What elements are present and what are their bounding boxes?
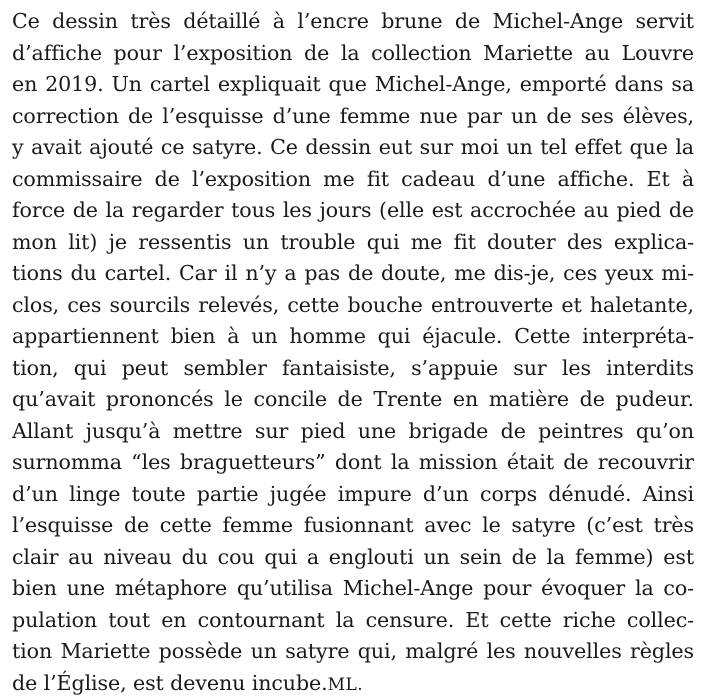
text-line-5: y avait ajouté ce satyre. Ce dessin eut sur moi un tel effet que la [12, 132, 694, 164]
text-line-13: qu’avait prononcés le concile de Trente en matière de pudeur. [12, 384, 694, 416]
text-line-1: Ce dessin très détaillé à l’encre brune de Michel-Ange servit [12, 6, 694, 38]
text-line-8: mon lit) je ressentis un trouble qui me fit douter des explica- [12, 227, 694, 259]
text-line-20: pulation tout en contournant la censure. Et cette riche collec- [12, 605, 694, 637]
text-line-14: Allant jusqu’à mettre sur pied une brigade de peintres qu’on [12, 416, 694, 448]
text-line-11: appartiennent bien à un homme qui éjacule. Cette interpréta- [12, 321, 694, 353]
author-signature: ML. [328, 675, 364, 695]
text-line-16: d’un linge toute partie jugée impure d’un corps dénudé. Ainsi [12, 479, 694, 511]
text-line-15: surnomma “les braguetteurs” dont la mission était de recouvrir [12, 447, 694, 479]
text-line-10: clos, ces sourcils relevés, cette bouche entrouverte et haletante, [12, 290, 694, 322]
text-line-6: commissaire de l’exposition me fit cadeau d’une affiche. Et à [12, 164, 694, 196]
text-line-17: l’esquisse de cette femme fusionnant avec le satyre (c’est très [12, 510, 694, 542]
text-line-2: d’affiche pour l’exposition de la collection Mariette au Louvre [12, 38, 694, 70]
text-line-22 [12, 668, 694, 699]
final-text: de l’Église, est devenu incube. [12, 671, 328, 695]
text-line-19: bien une métaphore qu’utilisa Michel-Ange pour évoquer la co- [12, 573, 694, 605]
article-body [12, 6, 694, 699]
text-line-3: en 2019. Un cartel expliquait que Michel-Ange, emporté dans sa [12, 69, 694, 101]
text-line-12: tion, qui peut sembler fantaisiste, s’appuie sur les interdits [12, 353, 694, 385]
text-line-21: tion Mariette possède un satyre qui, malgré les nouvelles règles [12, 636, 694, 668]
text-line-9: tions du cartel. Car il n’y a pas de doute, me dis-je, ces yeux mi- [12, 258, 694, 290]
text-line-7: force de la regarder tous les jours (elle est accrochée au pied de [12, 195, 694, 227]
text-line-18: clair au niveau du cou qui a englouti un sein de la femme) est [12, 542, 694, 574]
text-line-4: correction de l’esquisse d’une femme nue par un de ses élèves, [12, 101, 694, 133]
